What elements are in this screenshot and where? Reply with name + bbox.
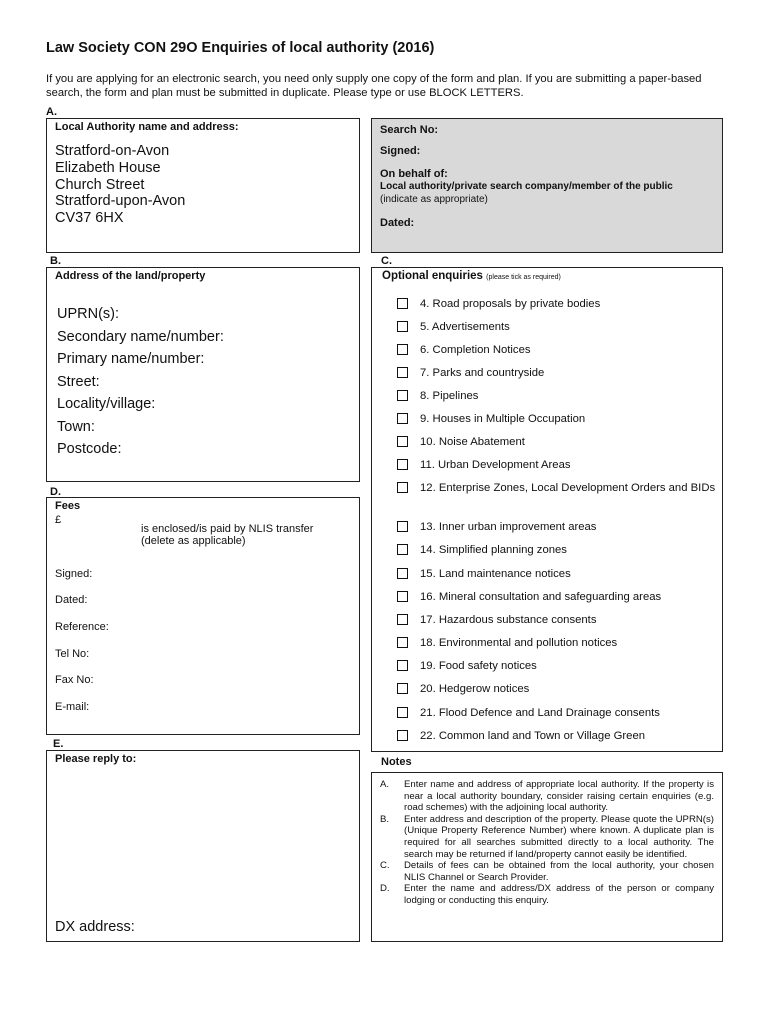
option-20[interactable]: 20. Hedgerow notices: [397, 681, 717, 697]
option-13[interactable]: 13. Inner urban improvement areas: [397, 519, 717, 535]
fees-tel: Tel No:: [55, 648, 90, 660]
street-field: Street:: [57, 373, 100, 390]
option-12[interactable]: 12. Enterprise Zones, Local Development Orders and BIDs: [397, 480, 717, 496]
note-item: C. Details of fees can be obtained from the local authority, your chosen NLIS Channel or Search Provider.: [380, 860, 714, 883]
checkbox[interactable]: [397, 591, 408, 602]
notes-heading: Notes: [381, 756, 412, 768]
option-18[interactable]: 18. Environmental and pollution notices: [397, 635, 717, 651]
on-behalf-label: On behalf of:: [380, 168, 448, 180]
checkbox[interactable]: [397, 436, 408, 447]
behalf-options: Local authority/private search company/member of the public: [380, 181, 673, 192]
option-7[interactable]: 7. Parks and countryside: [397, 365, 717, 381]
option-6[interactable]: 6. Completion Notices: [397, 342, 717, 358]
option-4[interactable]: 4. Road proposals by private bodies: [397, 296, 717, 312]
note-item: A. Enter name and address of appropriate local authority. If the property is near a local authority boundary, consider raising certain enquiries (e.g. road schemes) with the adjoining local authority.: [380, 779, 714, 814]
checkbox[interactable]: [397, 683, 408, 694]
address-line: Church Street: [55, 176, 145, 193]
address-line: Stratford-upon-Avon: [55, 193, 186, 210]
fees-box: [46, 497, 360, 735]
section-d-label: D.: [50, 486, 61, 498]
fees-heading: Fees: [55, 500, 81, 512]
checkbox[interactable]: [397, 390, 408, 401]
signed-label: Signed:: [380, 145, 421, 157]
delete-note: (delete as applicable): [141, 535, 246, 547]
section-b-label: B.: [50, 255, 61, 267]
option-5[interactable]: 5. Advertisements: [397, 319, 717, 335]
option-15[interactable]: 15. Land maintenance notices: [397, 566, 717, 582]
locality-field: Locality/village:: [57, 396, 156, 412]
property-address-heading: Address of the land/property: [55, 270, 206, 282]
checkbox[interactable]: [397, 413, 408, 424]
fees-email: E-mail:: [55, 701, 90, 713]
reply-to-box: [46, 750, 360, 942]
option-21[interactable]: 21. Flood Defence and Land Drainage consents: [397, 705, 717, 721]
checkbox[interactable]: [397, 544, 408, 555]
fees-enclosed-text: is enclosed/is paid by NLIS transfer: [141, 523, 314, 535]
option-11[interactable]: 11. Urban Development Areas: [397, 457, 717, 473]
checkbox[interactable]: [397, 730, 408, 741]
notes-list: [380, 779, 714, 907]
town-field: Town:: [57, 418, 95, 435]
secondary-name-field: Secondary name/number:: [57, 328, 224, 345]
option-14[interactable]: 14. Simplified planning zones: [397, 542, 717, 558]
option-8[interactable]: 8. Pipelines: [397, 388, 717, 404]
section-c-label: C.: [381, 255, 392, 267]
option-22[interactable]: 22. Common land and Town or Village Green: [397, 728, 717, 744]
notes-box: [371, 772, 723, 942]
fees-dated: Dated:: [55, 594, 88, 606]
local-authority-box: [46, 118, 360, 253]
optional-enquiries-heading: [382, 270, 561, 282]
checkbox[interactable]: [397, 568, 408, 579]
checkbox[interactable]: [397, 521, 408, 532]
checkbox[interactable]: [397, 298, 408, 309]
optional-enquiries-title: Optional enquiries: [382, 270, 483, 282]
property-address-box: [46, 267, 360, 482]
option-9[interactable]: 9. Houses in Multiple Occupation: [397, 411, 717, 427]
option-17[interactable]: 17. Hazardous substance consents: [397, 612, 717, 628]
option-19[interactable]: 19. Food safety notices: [397, 658, 717, 674]
checkbox[interactable]: [397, 614, 408, 625]
primary-name-field: Primary name/number:: [57, 351, 205, 367]
option-16[interactable]: 16. Mineral consultation and safeguarding areas: [397, 589, 717, 605]
dx-address-label: DX address:: [55, 919, 135, 935]
intro-text: If you are applying for an electronic search, you need only supply one copy of the form and plan. If you are submitting a paper-based search, the form and plan must be submitted in duplicate. Please type or use BLOCK LETTERS.: [46, 73, 702, 99]
tick-note: (please tick as required): [486, 274, 561, 281]
fees-signed: Signed:: [55, 568, 93, 580]
postcode-field: Postcode:: [57, 441, 122, 457]
fees-reference: Reference:: [55, 621, 109, 633]
property-fields: [57, 306, 224, 464]
checkbox[interactable]: [397, 367, 408, 378]
local-authority-heading: Local Authority name and address:: [55, 121, 239, 133]
optional-enquiries-box: [371, 267, 723, 752]
checkbox[interactable]: [397, 459, 408, 470]
fees-fax: Fax No:: [55, 674, 94, 686]
checkbox[interactable]: [397, 707, 408, 718]
local-authority-address: [55, 143, 185, 227]
dated-label: Dated:: [380, 217, 415, 229]
currency-symbol: £: [55, 514, 62, 526]
note-item: D. Enter the name and address/DX address of the person or company lodging or conducting this enquiry.: [380, 883, 714, 906]
checkbox[interactable]: [397, 660, 408, 671]
section-a-label: A.: [46, 106, 57, 118]
uprn-field: UPRN(s):: [57, 306, 120, 322]
indicate-note: (indicate as appropriate): [380, 194, 488, 205]
address-line: Stratford-on-Avon: [55, 143, 170, 159]
page-title: Law Society CON 29O Enquiries of local authority (2016): [46, 40, 435, 56]
search-no-label: Search No:: [380, 124, 439, 136]
address-line: CV37 6HX: [55, 210, 124, 227]
checkbox[interactable]: [397, 344, 408, 355]
address-line: Elizabeth House: [55, 159, 161, 176]
checkbox[interactable]: [397, 637, 408, 648]
reply-to-heading: Please reply to:: [55, 753, 137, 765]
note-item: B. Enter address and description of the property. Please quote the UPRN(s) (Unique Property Reference Number) where known. A duplicate plan is required for all searches submitted directly to a local authority. The search may be returned if land/property cannot easily be identified.: [380, 813, 714, 860]
search-details-box: [371, 118, 723, 253]
checkbox[interactable]: [397, 482, 408, 493]
checkbox[interactable]: [397, 321, 408, 332]
option-10[interactable]: 10. Noise Abatement: [397, 434, 717, 450]
section-e-label: E.: [53, 738, 64, 750]
